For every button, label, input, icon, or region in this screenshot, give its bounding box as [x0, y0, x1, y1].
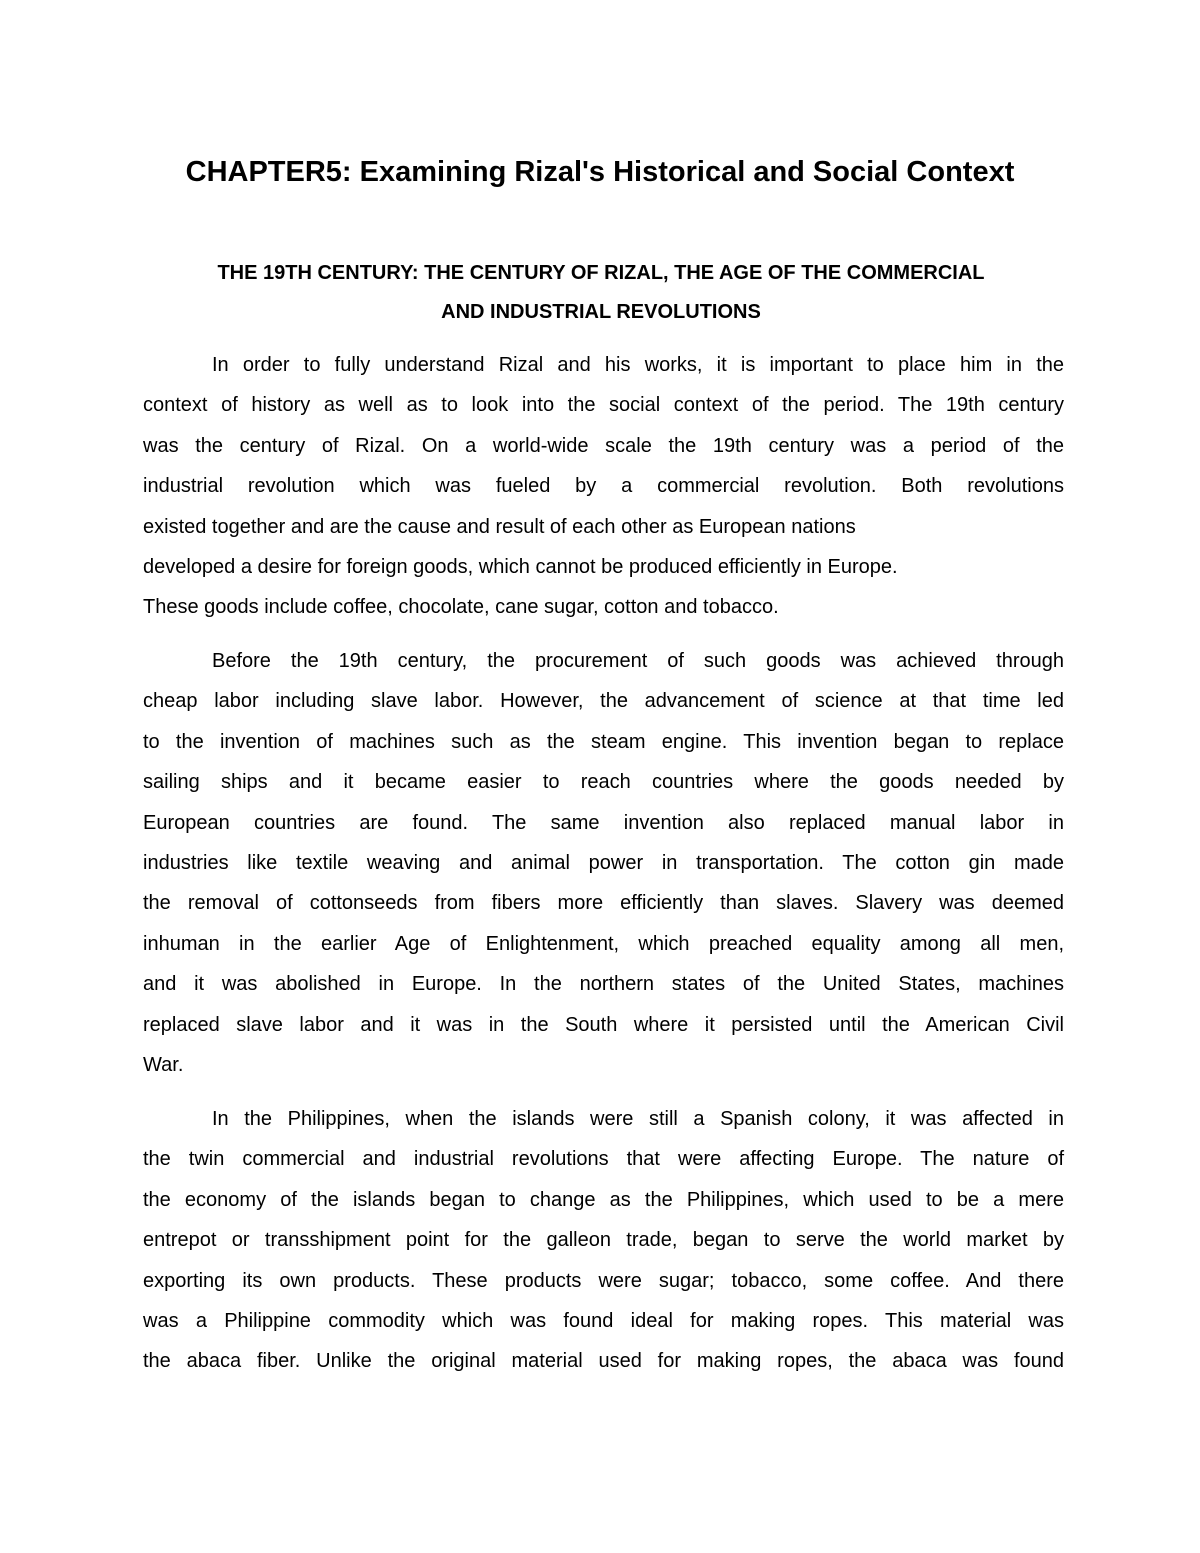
- paragraph-line: European countries are found. The same invention also replaced manual labor in: [143, 811, 1064, 834]
- paragraph-2: [143, 641, 1064, 1085]
- section-heading-line: THE 19TH CENTURY: THE CENTURY OF RIZAL, THE AGE OF THE COMMERCIAL: [217, 262, 985, 284]
- paragraph-1: [143, 345, 1064, 628]
- paragraph-line: In order to fully understand Rizal and his works, it is important to place him in the: [212, 354, 1064, 376]
- paragraph-line: exporting its own products. These products were sugar; tobacco, some coffee. And there: [143, 1269, 1064, 1292]
- paragraph-line: In the Philippines, when the islands were still a Spanish colony, it was affected in: [212, 1108, 1064, 1130]
- paragraph-line: inhuman in the earlier Age of Enlightenment, which preached equality among all men,: [143, 932, 1064, 955]
- paragraph-line: sailing ships and it became easier to reach countries where the goods needed by: [143, 771, 1064, 794]
- paragraph-line: the twin commercial and industrial revolutions that were affecting Europe. The nature of: [143, 1148, 1064, 1171]
- section-heading: [143, 254, 1059, 332]
- chapter-title: CHAPTER5: Examining Rizal's Historical and Social Context: [185, 156, 1015, 188]
- paragraph-line: industrial revolution which was fueled by a commercial revolution. Both revolutions: [143, 475, 1064, 498]
- paragraph-line: the economy of the islands began to change as the Philippines, which used to be a mere: [143, 1188, 1064, 1211]
- paragraph-line: replaced slave labor and it was in the South where it persisted until the American Civil: [143, 1013, 1064, 1036]
- paragraph-line: to the invention of machines such as the steam engine. This invention began to replace: [143, 730, 1064, 753]
- paragraph-line: existed together and are the cause and result of each other as European nations: [143, 515, 856, 538]
- paragraph-line: was the century of Rizal. On a world-wide scale the 19th century was a period of the: [143, 434, 1064, 457]
- section-heading-line: AND INDUSTRIAL REVOLUTIONS: [441, 301, 761, 323]
- paragraph-line: context of history as well as to look into the social context of the period. The 19th century: [143, 394, 1064, 417]
- paragraph-line: the removal of cottonseeds from fibers more efficiently than slaves. Slavery was deemed: [143, 892, 1064, 915]
- paragraph-line: was a Philippine commodity which was found ideal for making ropes. This material was: [143, 1309, 1064, 1332]
- paragraph-line: War.: [143, 1053, 184, 1076]
- paragraph-line: and it was abolished in Europe. In the northern states of the United States, machines: [143, 973, 1064, 996]
- paragraph-line: entrepot or transshipment point for the galleon trade, began to serve the world market by: [143, 1229, 1064, 1252]
- paragraph-line: These goods include coffee, chocolate, cane sugar, cotton and tobacco.: [143, 596, 779, 619]
- paragraph-line: the abaca fiber. Unlike the original material used for making ropes, the abaca was found: [143, 1350, 1064, 1373]
- paragraph-3: [143, 1099, 1064, 1382]
- paragraph-line: cheap labor including slave labor. However, the advancement of science at that time led: [143, 690, 1064, 713]
- paragraph-line: Before the 19th century, the procurement of such goods was achieved through: [212, 650, 1064, 672]
- paragraph-line: developed a desire for foreign goods, which cannot be produced efficiently in Europe.: [143, 555, 898, 578]
- paragraph-line: industries like textile weaving and animal power in transportation. The cotton gin made: [143, 851, 1064, 874]
